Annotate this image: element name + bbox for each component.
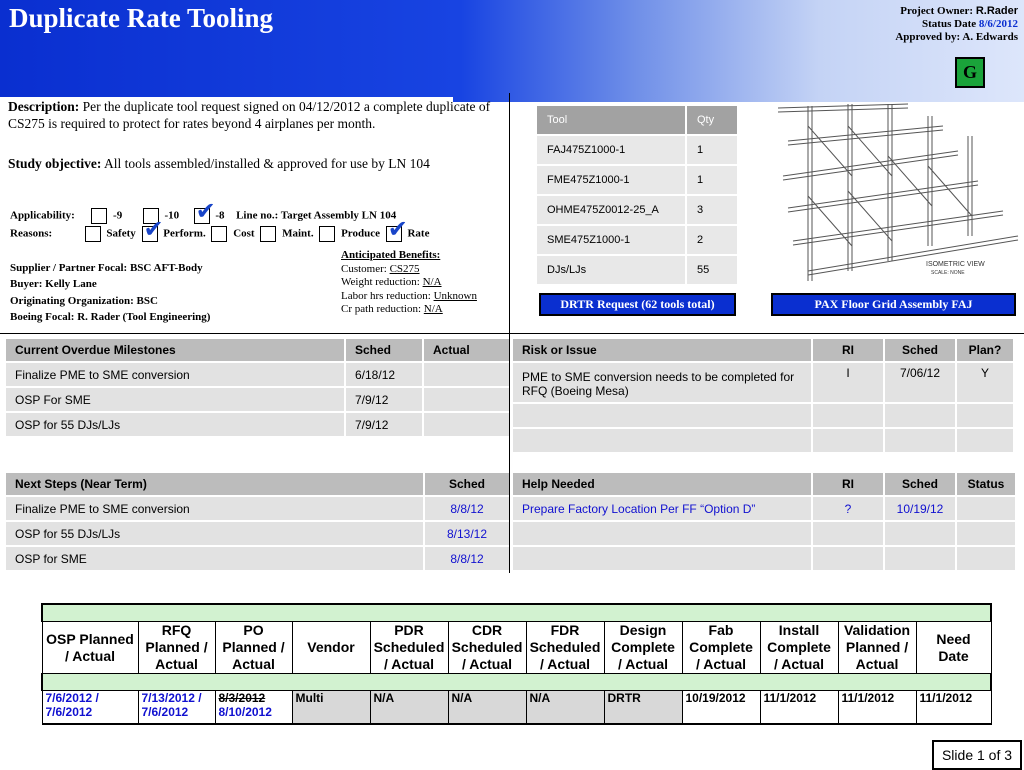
weight-label: Weight reduction: — [341, 276, 420, 288]
supplier-focal: Supplier / Partner Focal: BSC AFT-Body — [10, 262, 203, 274]
cdr-header: CDR Scheduled / Actual — [448, 622, 526, 674]
next-sched-header: Sched — [425, 473, 509, 495]
validation-header: Validation Planned / Actual — [838, 622, 916, 674]
install-header: Install Complete / Actual — [760, 622, 838, 674]
risk-table — [511, 337, 1015, 454]
table-row — [513, 429, 1013, 452]
reason-produce-checkbox[interactable] — [319, 226, 335, 242]
status-date-label: Status Date — [922, 18, 977, 30]
help-ri-cell — [813, 547, 883, 570]
fab-value: 10/19/2012 — [685, 691, 746, 705]
next-steps-table — [4, 471, 511, 572]
status-badge: G — [955, 57, 985, 88]
cdr-cell — [448, 691, 526, 725]
design-value: DRTR — [607, 691, 641, 705]
help-ri-cell — [813, 522, 883, 545]
plan-cell — [957, 404, 1013, 427]
slide-number: Slide 1 of 3 — [932, 740, 1022, 770]
ri-cell — [813, 429, 883, 452]
qty-cell: 55 — [686, 255, 738, 285]
table-row — [513, 497, 1015, 520]
weight-value: N/A — [422, 276, 442, 288]
qty-cell: 2 — [686, 225, 738, 255]
originating-org: Originating Organization: BSC — [10, 294, 158, 307]
osp-schedule-table — [41, 603, 992, 725]
tool-table — [536, 105, 738, 285]
milestone-cell: OSP for 55 DJs/LJs — [6, 413, 344, 436]
checkmark-icon: ✔ — [195, 197, 216, 225]
table-row — [536, 225, 738, 255]
ri-cell: I — [813, 363, 883, 402]
actual-cell — [424, 413, 509, 436]
plan-header: Plan? — [957, 339, 1013, 361]
tool-cell: OHME475Z0012-25_A — [536, 195, 686, 225]
ri-header: RI — [813, 339, 883, 361]
tool-header: Tool — [536, 105, 686, 135]
next-steps-header — [6, 473, 509, 495]
reason-maint-checkbox[interactable] — [260, 226, 276, 242]
validation-value: 11/1/2012 — [841, 691, 895, 705]
po-cell — [215, 691, 292, 725]
customer-label: Customer: — [341, 262, 387, 275]
tool-cell: SME475Z1000-1 — [536, 225, 686, 255]
reason-safety-checkbox[interactable] — [85, 226, 101, 242]
pdr-value: N/A — [373, 691, 395, 705]
study-objective-text: All tools assembled/installed & approved for use by LN 104 — [104, 156, 430, 171]
rfq-planned: 7/13/2012 / — [141, 691, 202, 705]
line-number: Line no.: Target Assembly LN 104 — [236, 209, 397, 222]
vendor-cell — [292, 691, 370, 725]
milestones-table — [4, 337, 511, 438]
fdr-cell — [526, 691, 604, 725]
anticipated-benefits — [341, 249, 477, 317]
osp-band-mid — [42, 674, 991, 691]
reason-safety-label: Safety — [106, 227, 136, 240]
osp-planned: 7/6/2012 / — [45, 691, 99, 705]
study-objective-label: Study objective: — [8, 156, 102, 171]
fdr-header: FDR Scheduled / Actual — [526, 622, 604, 674]
cdr-value: N/A — [451, 691, 473, 705]
table-row — [6, 388, 509, 411]
help-needed-header: Help Needed — [513, 473, 811, 495]
step-sched-cell: 8/8/12 — [425, 497, 509, 520]
help-table — [511, 471, 1017, 572]
benefits-title: Anticipated Benefits: — [341, 249, 441, 261]
actual-cell — [424, 363, 509, 386]
description-text: Per the duplicate tool request signed on 04/12/2012 a complete duplicate of CS275 is required to protect for rates beyond 4 airplanes per month. — [8, 99, 491, 131]
rfq-cell — [138, 691, 215, 725]
milestone-header: Current Overdue Milestones — [6, 339, 344, 361]
crpath-label: Cr path reduction: — [341, 303, 422, 315]
table-row — [6, 547, 509, 570]
osp-header-row — [42, 622, 991, 674]
help-cell — [513, 522, 811, 545]
table-row — [6, 497, 509, 520]
help-status-header: Status — [957, 473, 1015, 495]
qty-cell: 3 — [686, 195, 738, 225]
reason-rate-checkbox[interactable] — [386, 215, 408, 243]
focal-info — [10, 260, 210, 325]
po-planned: 8/3/2012 — [218, 691, 266, 705]
risk-issue-header: Risk or Issue — [513, 339, 811, 361]
fdr-value: N/A — [529, 691, 551, 705]
labor-value: Unknown — [433, 289, 477, 302]
table-row — [536, 195, 738, 225]
isometric-drawing — [768, 96, 1024, 291]
help-sched-cell: 10/19/12 — [885, 497, 955, 520]
drawing-scale: SCALE: NONE — [931, 270, 965, 276]
need-date-cell — [916, 691, 991, 725]
pdr-header: PDR Scheduled / Actual — [370, 622, 448, 674]
design-cell — [604, 691, 682, 725]
applicability-9-checkbox[interactable] — [91, 208, 107, 224]
reason-maint-label: Maint. — [282, 227, 314, 240]
project-owner — [900, 5, 1018, 17]
horizontal-divider — [0, 333, 1024, 334]
reasons-label: Reasons: — [10, 227, 53, 240]
table-row — [536, 135, 738, 165]
step-cell: Finalize PME to SME conversion — [6, 497, 423, 520]
table-row — [6, 413, 509, 436]
help-ri-header: RI — [813, 473, 883, 495]
help-status-cell — [957, 547, 1015, 570]
description-label: Description: — [8, 99, 80, 114]
applicability-8-label: -8 — [215, 209, 225, 222]
sched-cell: 7/9/12 — [346, 388, 422, 411]
validation-cell — [838, 691, 916, 725]
pax-floor-grid-button[interactable]: PAX Floor Grid Assembly FAJ — [771, 293, 1016, 316]
step-sched-cell: 8/8/12 — [425, 547, 509, 570]
need-date-header: Need Date — [916, 622, 991, 674]
help-cell: Prepare Factory Location Per FF “Option D” — [513, 497, 811, 520]
risk-sched-cell — [885, 404, 955, 427]
design-header: Design Complete / Actual — [604, 622, 682, 674]
risk-header — [513, 339, 1013, 361]
install-value: 11/1/2012 — [763, 691, 817, 705]
labor-label: Labor hrs reduction: — [341, 289, 431, 302]
drtr-request-button[interactable]: DRTR Request (62 tools total) — [539, 293, 736, 316]
table-row — [513, 547, 1015, 570]
actual-header: Actual — [424, 339, 509, 361]
drawing-caption: ISOMETRIC VIEW — [926, 261, 985, 268]
next-step-header: Next Steps (Near Term) — [6, 473, 423, 495]
description — [8, 98, 508, 132]
osp-actual: 7/6/2012 — [45, 705, 93, 719]
crpath-value: N/A — [423, 303, 443, 315]
risk-cell — [513, 429, 811, 452]
milestone-cell: OSP For SME — [6, 388, 344, 411]
plan-cell: Y — [957, 363, 1013, 402]
sched-header: Sched — [346, 339, 422, 361]
qty-header: Qty — [686, 105, 738, 135]
sched-cell: 6/18/12 — [346, 363, 422, 386]
reason-cost-label: Cost — [233, 227, 255, 240]
applicability-label: Applicability: — [10, 209, 75, 222]
reason-cost-checkbox[interactable] — [211, 226, 227, 242]
po-actual: 8/10/2012 — [218, 705, 272, 719]
help-sched-cell — [885, 522, 955, 545]
tool-cell: FME475Z1000-1 — [536, 165, 686, 195]
reason-produce-label: Produce — [341, 227, 380, 240]
applicability-row — [10, 197, 397, 225]
applicability-10-label: -10 — [164, 209, 180, 222]
rfq-header: RFQ Planned / Actual — [138, 622, 215, 674]
help-cell — [513, 547, 811, 570]
page-title: Duplicate Rate Tooling — [9, 3, 274, 33]
plan-cell — [957, 429, 1013, 452]
pdr-cell — [370, 691, 448, 725]
buyer: Buyer: Kelly Lane — [10, 278, 97, 291]
status-date — [922, 18, 1018, 30]
approved-by-label: Approved by: — [895, 31, 961, 43]
help-header — [513, 473, 1015, 495]
osp-value-row — [42, 691, 991, 725]
reason-perform-label: Perform. — [163, 227, 206, 240]
checkmark-icon: ✔ — [387, 215, 408, 243]
install-cell — [760, 691, 838, 725]
table-row — [513, 404, 1013, 427]
step-cell: OSP for 55 DJs/LJs — [6, 522, 423, 545]
osp-header: OSP Planned / Actual — [42, 622, 138, 674]
step-sched-cell: 8/13/12 — [425, 522, 509, 545]
milestone-cell: Finalize PME to SME conversion — [6, 363, 344, 386]
vendor-header: Vendor — [292, 622, 370, 674]
need-date-value: 11/1/2012 — [919, 691, 973, 705]
approved-by — [895, 31, 1018, 43]
project-owner-value: R.Rader — [975, 5, 1018, 17]
risk-sched-cell — [885, 429, 955, 452]
rfq-actual: 7/6/2012 — [141, 705, 189, 719]
customer-value: CS275 — [389, 262, 420, 275]
vendor-value: Multi — [295, 691, 324, 705]
sched-cell: 7/9/12 — [346, 413, 422, 436]
reason-perform-checkbox[interactable] — [142, 215, 164, 243]
step-cell: OSP for SME — [6, 547, 423, 570]
table-row — [536, 255, 738, 285]
boeing-focal: Boeing Focal: R. Rader (Tool Engineering) — [10, 310, 211, 323]
osp-cell — [42, 691, 138, 725]
qty-cell: 1 — [686, 135, 738, 165]
applicability-8-checkbox[interactable] — [194, 197, 216, 225]
help-sched-cell — [885, 547, 955, 570]
actual-cell — [424, 388, 509, 411]
table-row — [513, 363, 1013, 402]
risk-cell — [513, 404, 811, 427]
study-objective — [8, 156, 508, 172]
help-status-cell — [957, 522, 1015, 545]
qty-cell: 1 — [686, 165, 738, 195]
fab-header: Fab Complete / Actual — [682, 622, 760, 674]
tool-table-header — [536, 105, 738, 135]
milestones-header — [6, 339, 509, 361]
fab-cell — [682, 691, 760, 725]
help-sched-header: Sched — [885, 473, 955, 495]
risk-cell: PME to SME conversion needs to be completed for RFQ (Boeing Mesa) — [513, 363, 811, 402]
table-row — [536, 165, 738, 195]
po-header: PO Planned / Actual — [215, 622, 292, 674]
status-date-value: 8/6/2012 — [978, 18, 1018, 30]
tool-cell: DJs/LJs — [536, 255, 686, 285]
approved-by-value: A. Edwards — [962, 31, 1018, 43]
reason-rate-label: Rate — [407, 227, 430, 240]
table-row — [6, 363, 509, 386]
project-owner-label: Project Owner: — [900, 5, 974, 17]
help-status-cell — [957, 497, 1015, 520]
checkmark-icon: ✔ — [143, 215, 164, 243]
risk-sched-cell: 7/06/12 — [885, 363, 955, 402]
osp-band-top — [42, 604, 991, 622]
ri-cell — [813, 404, 883, 427]
applicability-9-label: -9 — [113, 209, 123, 222]
table-row — [513, 522, 1015, 545]
risk-sched-header: Sched — [885, 339, 955, 361]
help-ri-cell: ? — [813, 497, 883, 520]
tool-cell: FAJ475Z1000-1 — [536, 135, 686, 165]
table-row — [6, 522, 509, 545]
